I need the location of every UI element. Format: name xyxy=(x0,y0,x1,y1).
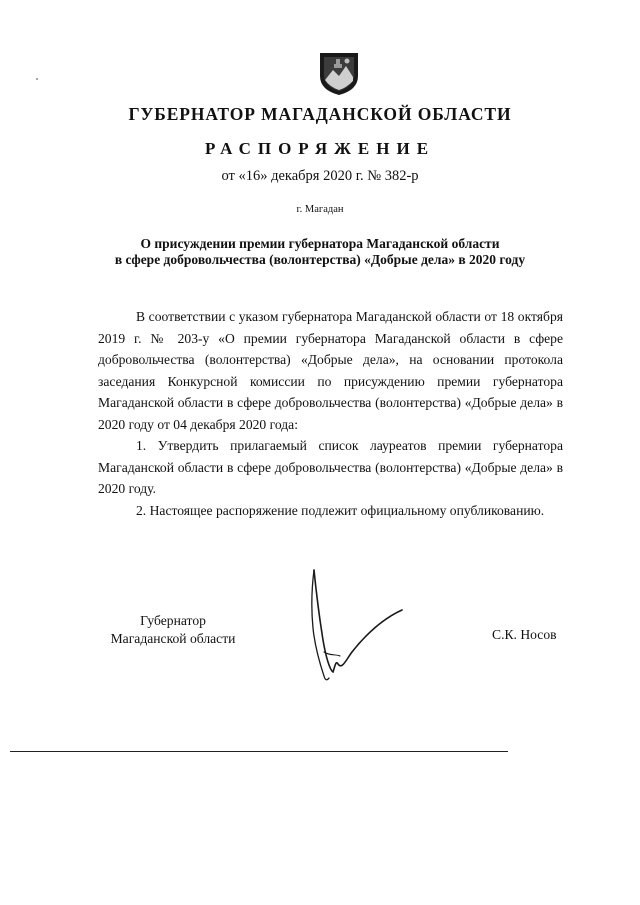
handwritten-signature xyxy=(300,560,410,685)
document-date-number: от «16» декабря 2020 г. № 382-р xyxy=(221,168,419,184)
body-item-2: 2. Настоящее распоряжение подлежит официальному опубликованию. xyxy=(136,502,545,518)
document-place: г. Магадан xyxy=(296,204,344,215)
coat-of-arms-icon xyxy=(316,50,362,96)
scan-speck xyxy=(36,78,38,80)
document-body xyxy=(98,306,563,521)
subject-line-2: в сфере добровольчества (волонтерства) «Добрые дела» в 2020 году xyxy=(114,252,526,267)
document-type: РАСПОРЯЖЕНИЕ xyxy=(204,139,436,158)
body-intro-paragraph: В соответствии с указом губернатора Магаданской области от 18 октября 2019 г. № 203-у «О премии губернатора Магаданской области в сфере добровольчества (волонтерства) «Добрые дела», на основании протокола заседания Конкурсной комиссии по присуждению премии губернатора Магаданской области в сфере добровольчества (волонтерства) «Добрые дела» в 2020 году от 04 декабря 2020 года: xyxy=(98,309,563,432)
signer-position-line-2: Магаданской области xyxy=(110,631,236,646)
issuer-title: ГУБЕРНАТОР МАГАДАНСКОЙ ОБЛАСТИ xyxy=(128,104,512,124)
signer-name: С.К. Носов xyxy=(492,627,557,642)
subject-line-1: О присуждении премии губернатора Магаданской области xyxy=(140,236,500,251)
signer-position-line-1: Губернатор xyxy=(140,613,206,628)
body-item-1: 1. Утвердить прилагаемый список лауреатов премии губернатора Магаданской области в сфере добровольчества (волонтерства) «Добрые дела» в 2020 году. xyxy=(98,438,563,496)
footer-divider xyxy=(10,751,508,752)
signer-position xyxy=(98,612,248,648)
document-subject xyxy=(0,236,640,268)
